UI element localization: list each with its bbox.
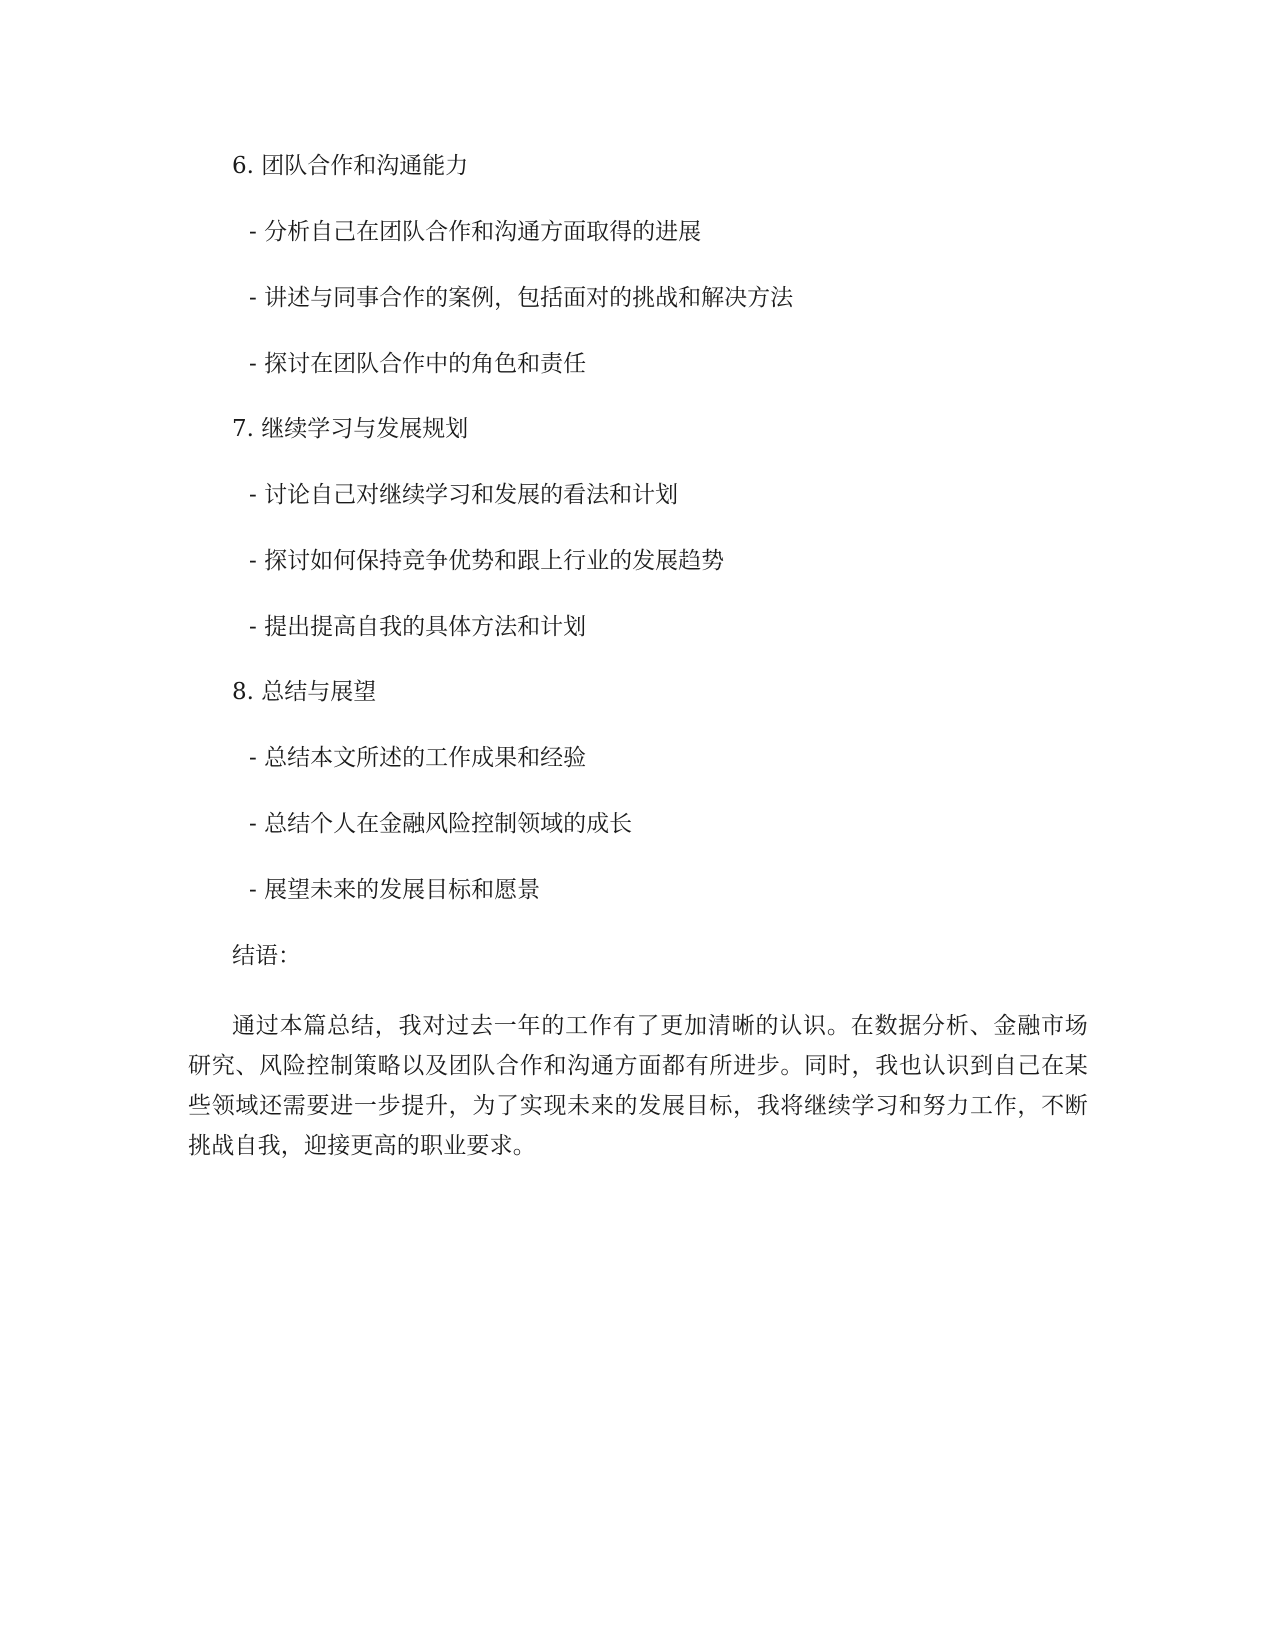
conclusion-paragraph: 通过本篇总结，我对过去一年的工作有了更加清晰的认识。在数据分析、金融市场研究、风险控制策略以及团队合作和沟通方面都有所进步。同时，我也认识到自己在某些领域还需要进一步提升，为了实现未来的发展目标，我将继续学习和努力工作，不断挑战自我，迎接更高的职业要求。 <box>188 1013 1088 1159</box>
section-6-bullet-2: - 讲述与同事合作的案例，包括面对的挑战和解决方法 <box>249 285 794 311</box>
conclusion-title: 结语： <box>232 943 301 969</box>
section-8-bullet-2: - 总结个人在金融风险控制领域的成长 <box>249 811 633 837</box>
section-7-bullet-1: - 讨论自己对继续学习和发展的看法和计划 <box>249 482 679 508</box>
section-7-bullet-3: - 提出提高自我的具体方法和计划 <box>249 614 587 640</box>
section-heading-7: 7. 继续学习与发展规划 <box>232 416 469 442</box>
section-6-bullet-3: - 探讨在团队合作中的角色和责任 <box>249 351 587 377</box>
section-7-bullet-2: - 探讨如何保持竞争优势和跟上行业的发展趋势 <box>249 548 725 574</box>
section-8-bullet-3: - 展望未来的发展目标和愿景 <box>249 877 541 903</box>
section-heading-8: 8. 总结与展望 <box>232 679 377 705</box>
section-heading-6: 6. 团队合作和沟通能力 <box>232 153 469 179</box>
section-6-bullet-1: - 分析自己在团队合作和沟通方面取得的进展 <box>249 219 702 245</box>
section-8-bullet-1: - 总结本文所述的工作成果和经验 <box>249 745 587 771</box>
